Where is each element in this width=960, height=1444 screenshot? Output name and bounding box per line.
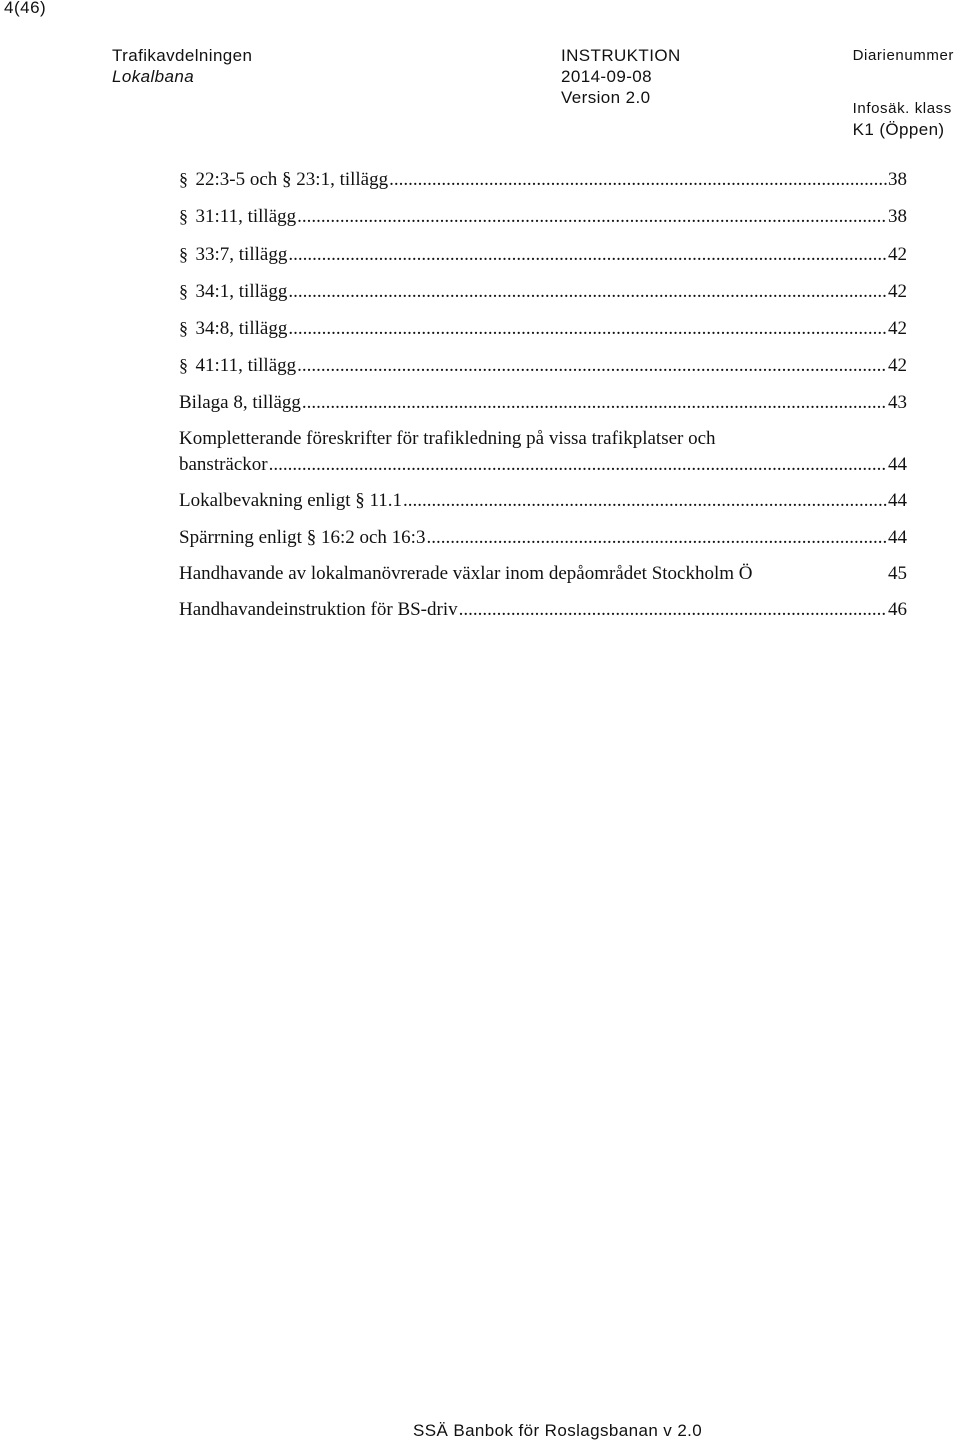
toc-entry-text: bansträckor [179, 454, 268, 476]
toc-entry-line [179, 525, 907, 551]
toc-entry-line [179, 488, 907, 514]
toc-page-number: 44 [888, 454, 907, 476]
section-sign-icon: § [179, 243, 193, 264]
toc-page-number: 42 [888, 355, 907, 377]
toc-dot-leader [459, 597, 887, 623]
footer: SSÄ Banbok för Roslagsbanan v 2.0 [413, 1421, 703, 1440]
document-version: Version 2.0 [561, 88, 651, 107]
toc-entry-line [179, 561, 907, 587]
toc-page-number: 42 [888, 318, 907, 340]
toc-entry-title [179, 352, 296, 379]
toc-entry-line [179, 597, 907, 623]
toc-page-number: 45 [888, 562, 907, 584]
page-number: 4(46) [4, 0, 47, 17]
toc-dot-leader [426, 525, 887, 551]
toc-entry-text: 34:1, tillägg [195, 280, 288, 302]
toc-entry-text: Spärrning enligt § 16:2 och 16:3 [179, 526, 426, 548]
toc-entry-title [179, 561, 753, 587]
toc-page-number: 46 [888, 599, 907, 621]
toc-entry-text: 33:7, tillägg [195, 243, 288, 265]
toc-entry-line [179, 452, 907, 478]
toc-entry-title [179, 203, 296, 230]
toc-entry[interactable] [179, 488, 907, 514]
toc-entry-text: Handhavande av lokalmanövrerade växlar inom depåområdet Stockholm Ö [179, 562, 753, 584]
toc-entry-line [179, 241, 907, 268]
classification-value: K1 (Öppen) [852, 120, 945, 139]
toc-entry-title [179, 278, 287, 305]
toc-entry-title [179, 166, 388, 193]
toc-entry-line [179, 352, 907, 379]
toc-dot-leader [403, 488, 887, 514]
header-left [112, 45, 252, 87]
section-sign-icon: § [179, 169, 193, 189]
toc-entry-line [179, 203, 907, 230]
toc-entry-title [179, 390, 301, 416]
toc-entry[interactable] [179, 315, 907, 342]
table-of-contents [179, 166, 907, 634]
toc-entry[interactable] [179, 426, 907, 478]
toc-dot-leader [302, 390, 887, 416]
toc-dot-leader [297, 204, 887, 230]
toc-entry-text: 22:3-5 och § 23:1, tillägg [195, 169, 389, 190]
toc-page-number: 42 [888, 243, 907, 265]
toc-entry-line [179, 166, 907, 193]
toc-entry-text: 34:8, tillägg [195, 318, 288, 340]
toc-entry-text: Bilaga 8, tillägg [179, 391, 301, 413]
toc-dot-leader [389, 167, 887, 193]
toc-entry-title-line: Kompletterande föreskrifter för trafikledning på vissa trafikplatser och [179, 428, 716, 450]
toc-entry-title [179, 315, 287, 342]
organization-name: Trafikavdelningen [112, 46, 253, 65]
toc-entry-title [179, 241, 287, 268]
toc-entry-line [179, 315, 907, 342]
toc-dot-leader [288, 279, 887, 305]
section-sign-icon: § [179, 318, 193, 339]
toc-entry-text: 31:11, tillägg [195, 206, 297, 228]
toc-page-number: 44 [888, 490, 907, 512]
toc-entry[interactable] [179, 203, 907, 230]
toc-entry[interactable] [179, 241, 907, 268]
toc-entry[interactable] [179, 352, 907, 379]
toc-dot-leader [297, 353, 887, 379]
toc-entry[interactable] [179, 561, 907, 587]
toc-entry-line [179, 390, 907, 416]
toc-page-number: 43 [888, 391, 907, 413]
section-sign-icon: § [179, 280, 193, 301]
toc-entry[interactable] [179, 278, 907, 305]
toc-dot-leader [288, 316, 887, 342]
toc-entry[interactable] [179, 525, 907, 551]
toc-entry-line [179, 278, 907, 305]
toc-entry-title [179, 488, 402, 514]
toc-entry[interactable] [179, 597, 907, 623]
toc-dot-leader [269, 452, 887, 478]
classification-label: Infosäk. klass [852, 100, 952, 117]
toc-entry-title [179, 452, 268, 478]
header-middle [561, 45, 681, 108]
toc-page-number: 44 [888, 526, 907, 548]
toc-page-number: 38 [888, 206, 907, 228]
registration-label: Diarienummer [852, 47, 954, 64]
toc-entry-title [179, 525, 425, 551]
toc-dot-leader [288, 242, 887, 268]
toc-entry[interactable] [179, 390, 907, 416]
header-right [853, 45, 954, 140]
toc-page-number: 42 [888, 280, 907, 302]
toc-entry-text: Handhavandeinstruktion för BS-driv [179, 599, 458, 621]
section-sign-icon: § [179, 206, 193, 227]
toc-entry-text: Lokalbevakning enligt § 11.1 [179, 490, 403, 512]
toc-entry[interactable] [179, 166, 907, 193]
unit-name: Lokalbana [112, 67, 195, 86]
section-sign-icon: § [179, 355, 193, 376]
toc-entry-title [179, 597, 458, 623]
document-type: INSTRUKTION [561, 46, 681, 65]
toc-entry-text: 41:11, tillägg [195, 355, 297, 377]
document-date: 2014-09-08 [561, 67, 652, 86]
toc-page-number: 38 [888, 169, 907, 190]
